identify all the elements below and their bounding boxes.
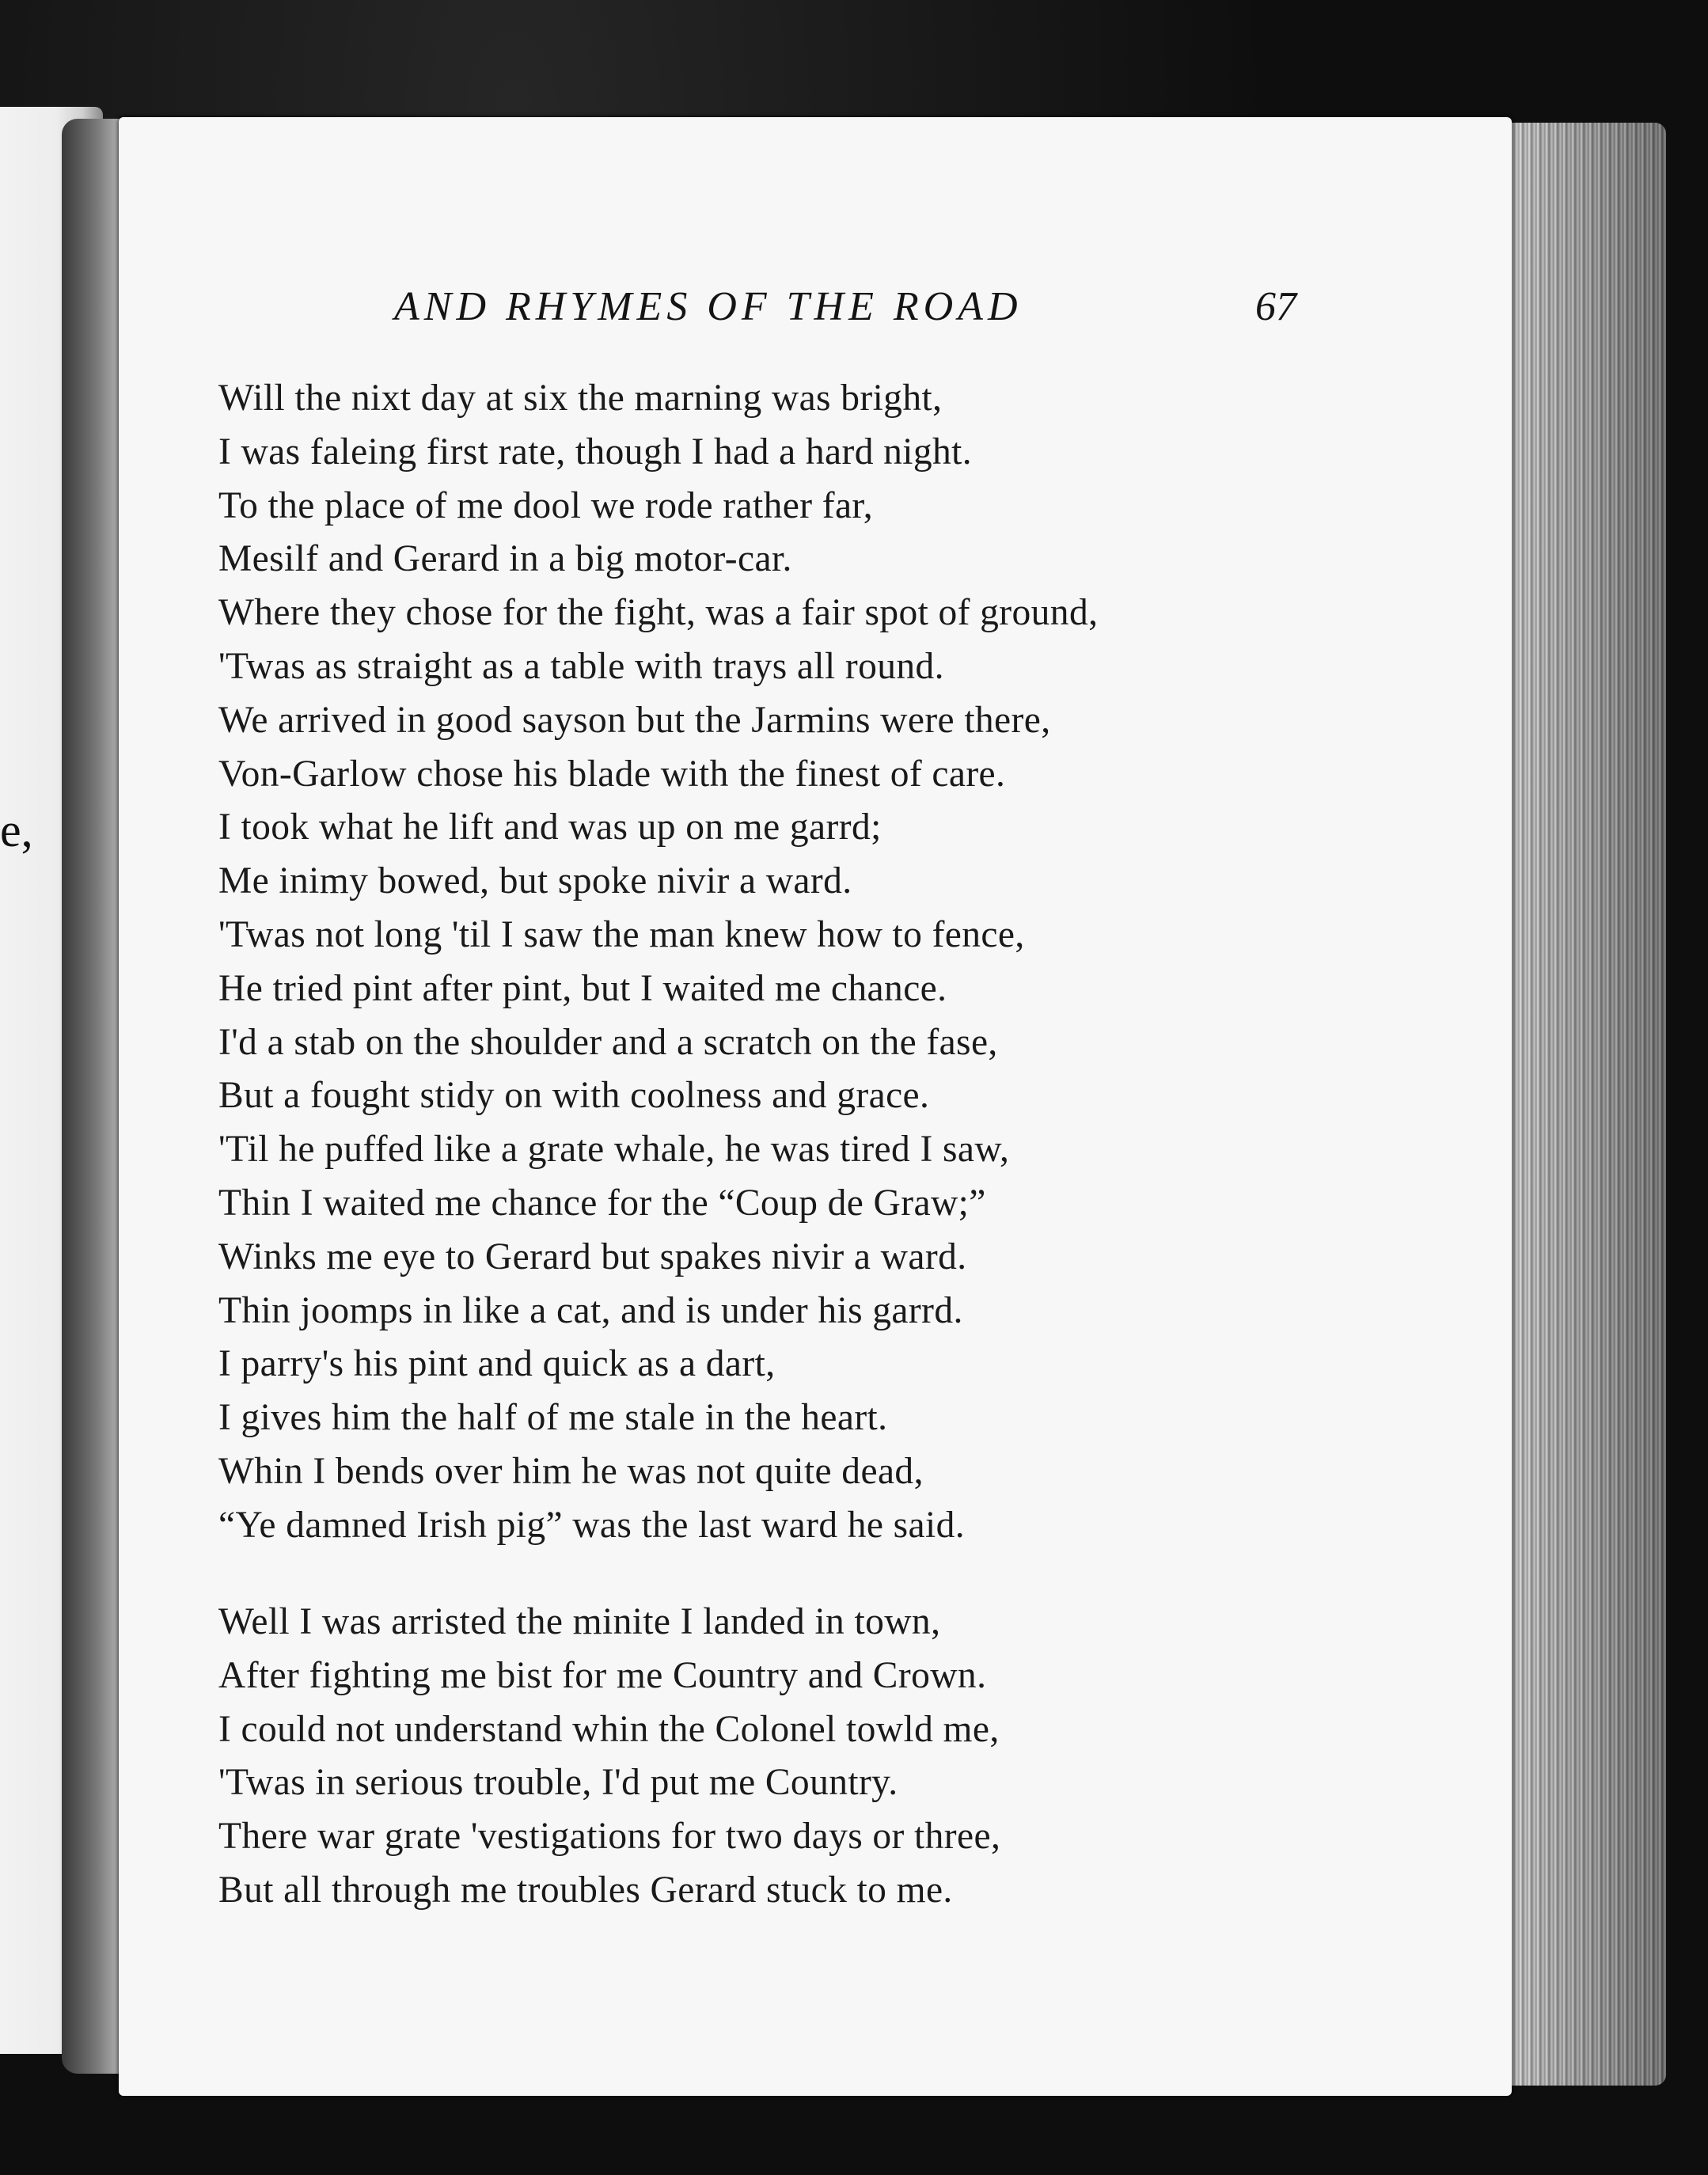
- poem-line: 'Twas in serious trouble, I'd put me Country.: [218, 1762, 898, 1804]
- poem-line: I gives him the half of me stale in the heart.: [218, 1397, 888, 1439]
- poem-line: I'd a stab on the shoulder and a scratch on the fase,: [218, 1021, 998, 1063]
- poem-line: 'Til he puffed like a grate whale, he was tired I saw,: [218, 1129, 1010, 1171]
- facing-page-text-fragment: e,: [0, 804, 33, 856]
- poem-line: “Ye damned Irish pig” was the last ward he said.: [218, 1504, 966, 1546]
- poem-line: To the place of me dool we rode rather far,: [218, 484, 874, 526]
- poem-line: He tried pint after pint, but I waited me chance.: [218, 967, 947, 1009]
- poem-line: 'Twas as straight as a table with trays all round.: [218, 645, 944, 687]
- poem-line: Mesilf and Gerard in a big motor-car.: [218, 538, 792, 580]
- poem-stanza-2: [218, 1596, 1350, 1918]
- page-header: [0, 283, 1708, 347]
- poem-line: 'Twas not long 'til I saw the man knew how to fence,: [218, 913, 1025, 955]
- poem-line: I could not understand whin the Colonel towld me,: [218, 1708, 1000, 1750]
- poem-line: We arrived in good sayson but the Jarmins were there,: [218, 699, 1051, 741]
- poem-stanza-1: [218, 372, 1350, 1553]
- page-number: 67: [1255, 284, 1296, 329]
- poem-line: Me inimy bowed, but spoke nivir a ward.: [218, 860, 852, 902]
- poem-line: Von-Garlow chose his blade with the finest of care.: [218, 753, 1006, 795]
- poem-line: Where they chose for the fight, was a fair spot of ground,: [218, 592, 1099, 634]
- poem-line: But a fought stidy on with coolness and grace.: [218, 1075, 930, 1117]
- poem-line: I was faleing first rate, though I had a hard night.: [218, 431, 973, 473]
- poem-line: Well I was arristed the minite I landed in town,: [218, 1601, 941, 1642]
- poem-line: But all through me troubles Gerard stuck to me.: [218, 1869, 953, 1911]
- poem-line: Winks me eye to Gerard but spakes nivir a ward.: [218, 1236, 967, 1277]
- poem-line: Thin I waited me chance for the “Coup de Graw;”: [218, 1182, 986, 1224]
- poem-line: Whin I bends over him he was not quite dead,: [218, 1450, 924, 1492]
- poem-line: There war grate 'vestigations for two days or three,: [218, 1816, 1001, 1858]
- poem-line: I parry's his pint and quick as a dart,: [218, 1343, 776, 1385]
- poem-line: I took what he lift and was up on me garrd;: [218, 807, 882, 848]
- book-page-edges: [1508, 123, 1666, 2086]
- running-title: AND RHYMES OF THE ROAD: [394, 284, 1023, 329]
- poem-line: Thin joomps in like a cat, and is under his garrd.: [218, 1289, 963, 1331]
- poem-line: Will the nixt day at six the marning was bright,: [218, 378, 943, 419]
- poem-line: After fighting me bist for me Country and Crown.: [218, 1654, 987, 1696]
